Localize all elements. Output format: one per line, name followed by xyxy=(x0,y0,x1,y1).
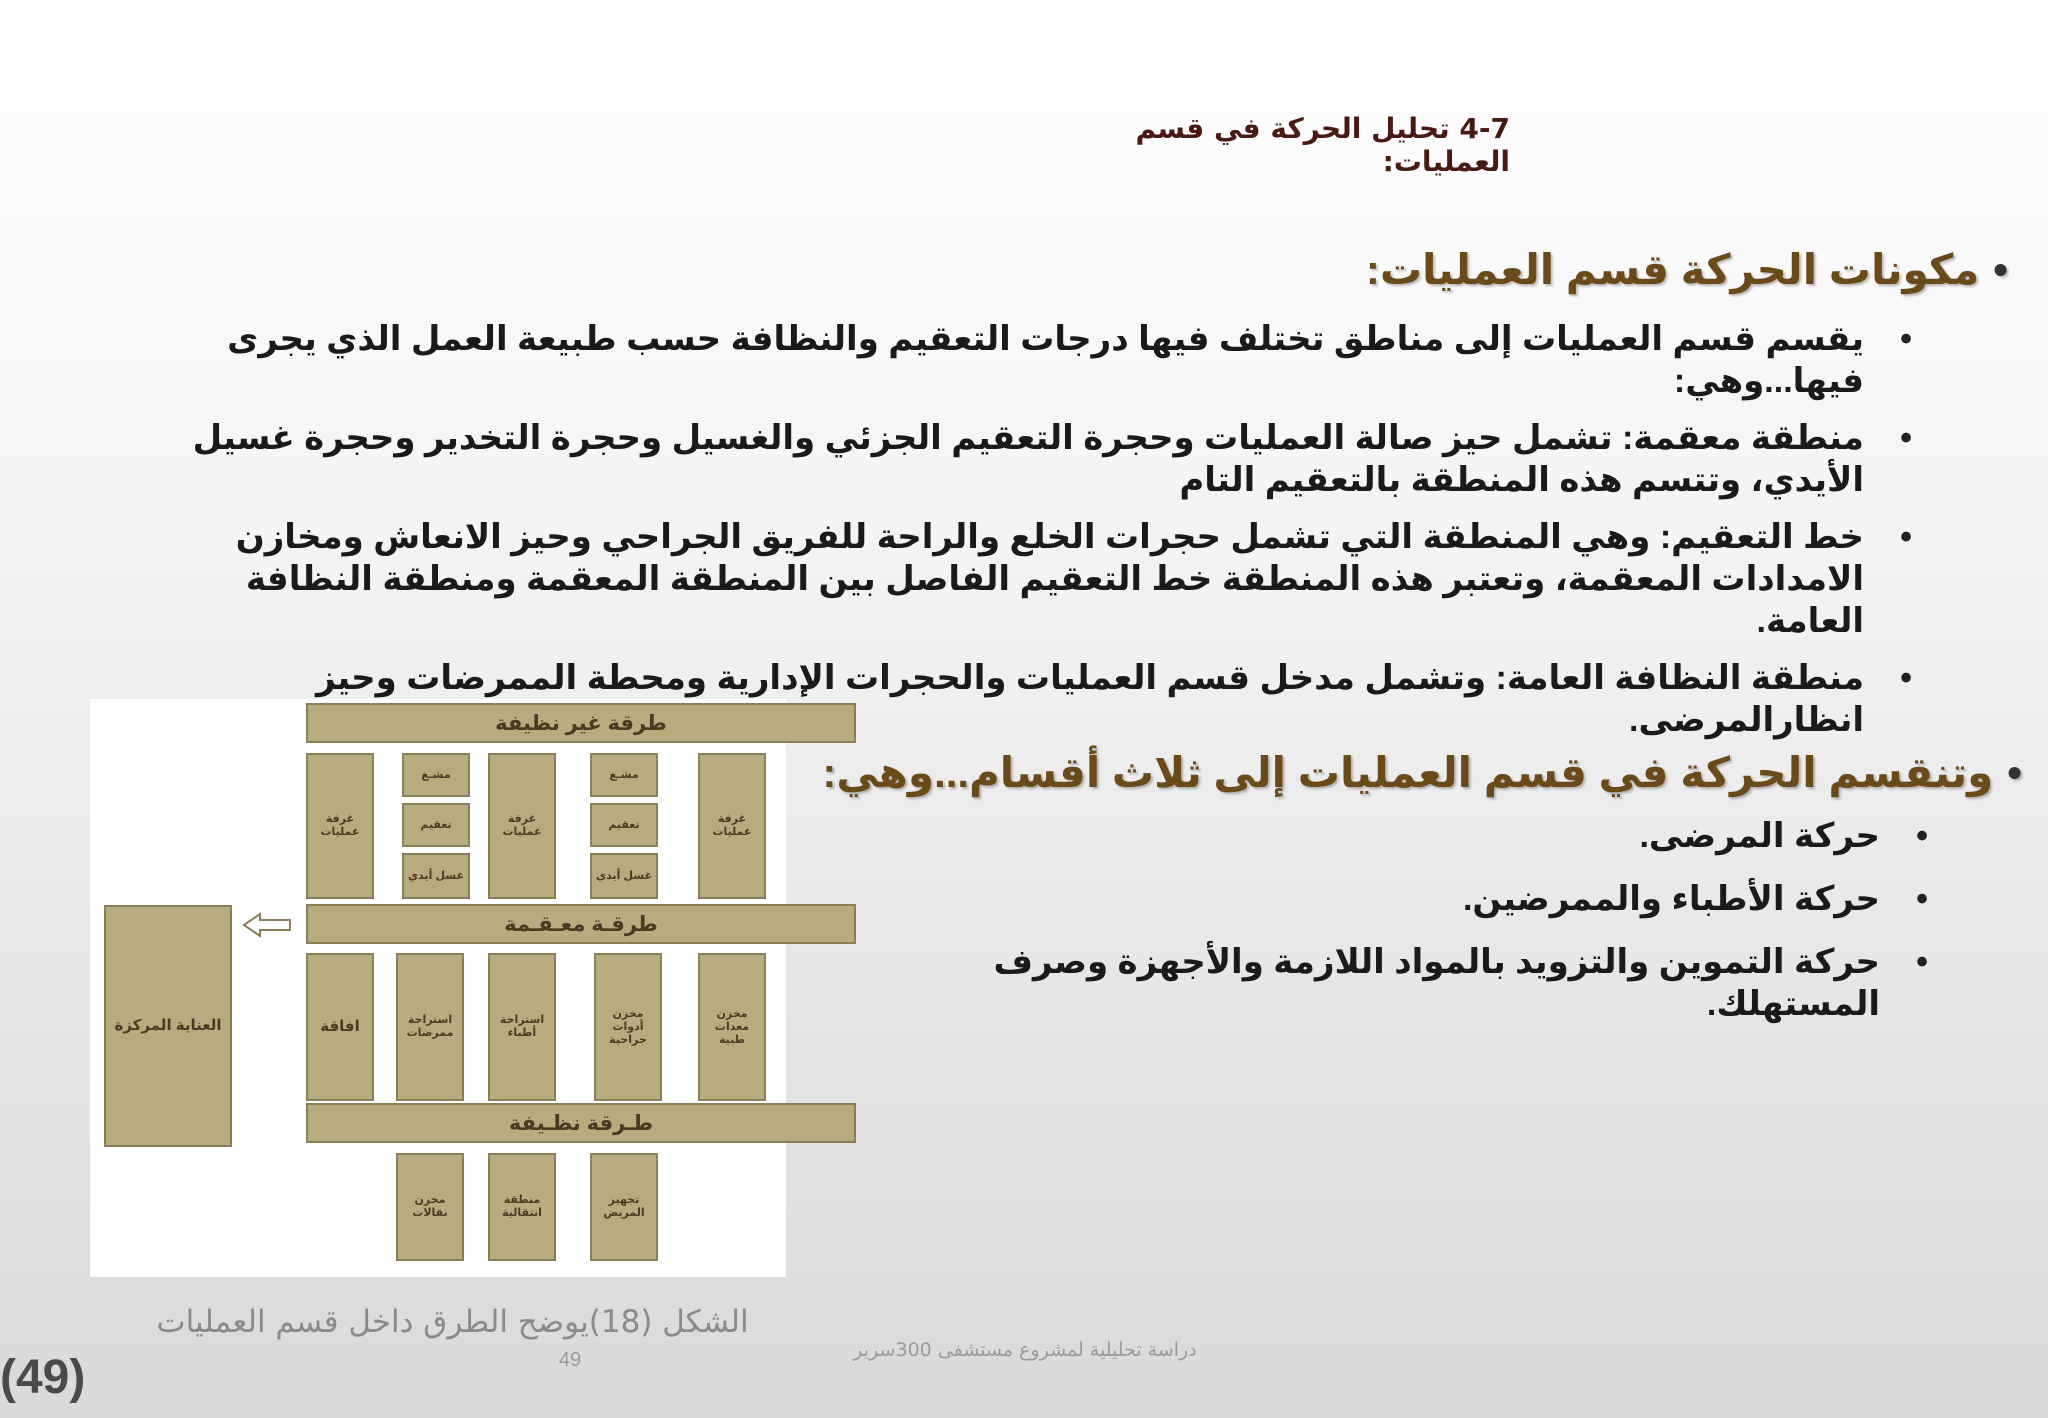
operating-department-diagram xyxy=(90,699,786,1277)
recovery-room: افاقة xyxy=(306,953,374,1101)
section2-title: وتنقسم الحركة في قسم العمليات إلى ثلاث أقسام...وهي: xyxy=(822,749,1994,796)
intensive-care-unit: العناية المركزة xyxy=(104,905,232,1147)
bullet-icon: • xyxy=(1993,246,2008,293)
bullet-icon: • xyxy=(2007,749,2022,796)
patient-prep-room: تجهيز المريض xyxy=(590,1153,658,1261)
section2-title-row xyxy=(822,748,2022,797)
operating-room: غرفة عمليات xyxy=(698,753,766,899)
list-item: • منطقة معقمة: تشمل حيز صالة العمليات وحجرة التعقيم الجزئي والغسيل وحجرة التخدير وحجرة غسيل الأيدي، وتتسم هذه المنطقة بالتعقيم التام xyxy=(180,417,1920,501)
scrub-room: مشـغ xyxy=(402,753,470,797)
section-heading: 4-7 تحليل الحركة في قسم العمليات: xyxy=(1135,112,1510,178)
list-item: • حركة المرضى. xyxy=(836,815,1936,857)
page-number: (49) xyxy=(0,1351,86,1404)
operating-room: غرفة عمليات xyxy=(306,753,374,899)
section2-list xyxy=(836,815,1936,1046)
scrub-room: مشـغ xyxy=(590,753,658,797)
footer-text: دراسة تحليلية لمشروع مستشفى 300سرير xyxy=(853,1339,1197,1361)
sterilize-room: تعقيم xyxy=(402,803,470,847)
corridor-unclean: طرقة غير نظيفة xyxy=(306,703,856,743)
section1-title: مكونات الحركة قسم العمليات: xyxy=(1365,246,1980,293)
arrow-left-icon xyxy=(242,911,292,939)
doctors-rest-room: استراحة أطباء xyxy=(488,953,556,1101)
sterilize-room: تعقيم xyxy=(590,803,658,847)
list-item: • خط التعقيم: وهي المنطقة التي تشمل حجرات الخلع والراحة للفريق الجراحي وحيز الانعاش ومخازن الامدادات المعقمة، وتعتبر هذه المنطقة خط التعقيم الفاصل بين المنطقة المعقمة ومنطقة النظافة العامة. xyxy=(180,516,1920,642)
medical-equipment-store: مخزن معدات طبية xyxy=(698,953,766,1101)
list-item: • يقسم قسم العمليات إلى مناطق تختلف فيها درجات التعقيم والنظافة حسب طبيعة العمل الذي يجرى فيها...وهي: xyxy=(180,318,1920,402)
transfer-zone: منطقة انتقالية xyxy=(488,1153,556,1261)
list-item: • حركة التموين والتزويد بالمواد اللازمة والأجهزة وصرف المستهلك. xyxy=(836,941,1936,1025)
stretcher-store: مخزن نقالات xyxy=(396,1153,464,1261)
section1-title-row xyxy=(1366,245,2008,294)
corridor-sterile: طرقـة معـقـمة xyxy=(306,904,856,944)
figure-caption: الشكل (18)يوضح الطرق داخل قسم العمليات xyxy=(156,1304,749,1340)
list-item: • منطقة النظافة العامة: وتشمل مدخل قسم العمليات والحجرات الإدارية ومحطة الممرضات وحيز انظارالمرضى. xyxy=(180,657,1920,741)
corridor-clean: طـرقة نظـيفة xyxy=(306,1103,856,1143)
hand-wash-room: غسل أيدي xyxy=(590,853,658,899)
nurses-rest-room: استراحة ممرضات xyxy=(396,953,464,1101)
section1-list xyxy=(180,318,1920,756)
surgical-tools-store: مخزن أدوات جراحية xyxy=(594,953,662,1101)
operating-room: غرفة عمليات xyxy=(488,753,556,899)
list-item: • حركة الأطباء والممرضين. xyxy=(836,878,1936,920)
slide-number: 49 xyxy=(558,1349,582,1371)
hand-wash-room: غسل أيدي xyxy=(402,853,470,899)
